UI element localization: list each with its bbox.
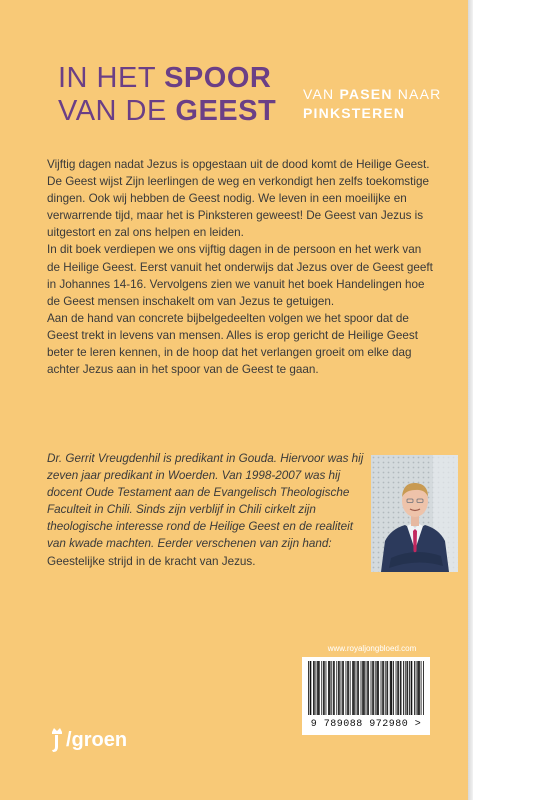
book-title xyxy=(58,62,276,128)
subtitle-part1: VAN xyxy=(303,86,340,102)
author-bio xyxy=(47,450,367,570)
blurb-paragraph: Aan de hand van concrete bijbelgedeelten volgen we het spoor dat de Geest trekt in levens van mensen. Alles is erop gericht de Heilige Geest beter te leren kennen, in de hoop dat het verlangen groeit om elke dag achter Jezus aan in het spoor van de Geest te gaan. xyxy=(47,311,418,377)
title-line1-light: IN HET xyxy=(58,62,165,94)
crown-j-icon xyxy=(50,727,64,753)
author-bio-italic: Dr. Gerrit Vreugdenhil is predikant in Gouda. Hiervoor was hij zeven jaar predikant in Woerden. Van 1998-2007 was hij docent Oude Testament aan de Evangelisch Theologische Faculteit in Chili. Sinds zijn verblijf in Chili cirkelt zijn theologische interesse rond de Heilige Geest en de realiteit van kwade machten. Eerder verschenen van zijn hand: xyxy=(47,452,364,551)
author-photo xyxy=(371,455,458,572)
barcode xyxy=(302,657,430,735)
page-edge xyxy=(468,0,473,800)
title-line2-light: VAN DE xyxy=(58,95,176,127)
isbn-number: 9 789088 972980 > xyxy=(310,719,422,730)
subtitle-part3: NAAR xyxy=(392,86,442,102)
publisher-url: www.royaljongbloed.com xyxy=(327,644,417,653)
author-bio-book: Geestelijke strijd in de kracht van Jezus. xyxy=(47,554,256,568)
barcode-bars xyxy=(302,657,430,717)
book-subtitle xyxy=(303,85,441,123)
blurb-paragraph: Vijftig dagen nadat Jezus is opgestaan uit de dood komt de Heilige Geest. De Geest wijst Zijn leerlingen de weg en verkondigt hen zelfs toekomstige dingen. Ook wij hebben de Geest nodig. We leven in een moeilijke en verwarrende tijd, maar het is Pinksteren geweest! De Geest van Jezus is uitgestort en zal ons helpen en leiden. xyxy=(47,158,430,240)
title-line2-bold: GEEST xyxy=(175,95,277,127)
title-line1-bold: SPOOR xyxy=(164,62,272,94)
subtitle-part2: PASEN xyxy=(339,86,393,102)
blurb-paragraph: In dit boek verdiepen we ons vijftig dagen in de persoon en het werk van de Heilige Geest. Eerst vanuit het onderwijs dat Jezus over de Geest geeft in Johannes 14-16. Vervolgens zien we vanuit het boek Handelingen hoe de Geest mensen inschakelt om van Jezus te getuigen. xyxy=(47,243,433,308)
subtitle-line2: PINKSTEREN xyxy=(303,105,406,121)
publisher-logo xyxy=(50,727,127,753)
publisher-name: /groen xyxy=(66,728,128,751)
blurb-text xyxy=(47,156,437,378)
